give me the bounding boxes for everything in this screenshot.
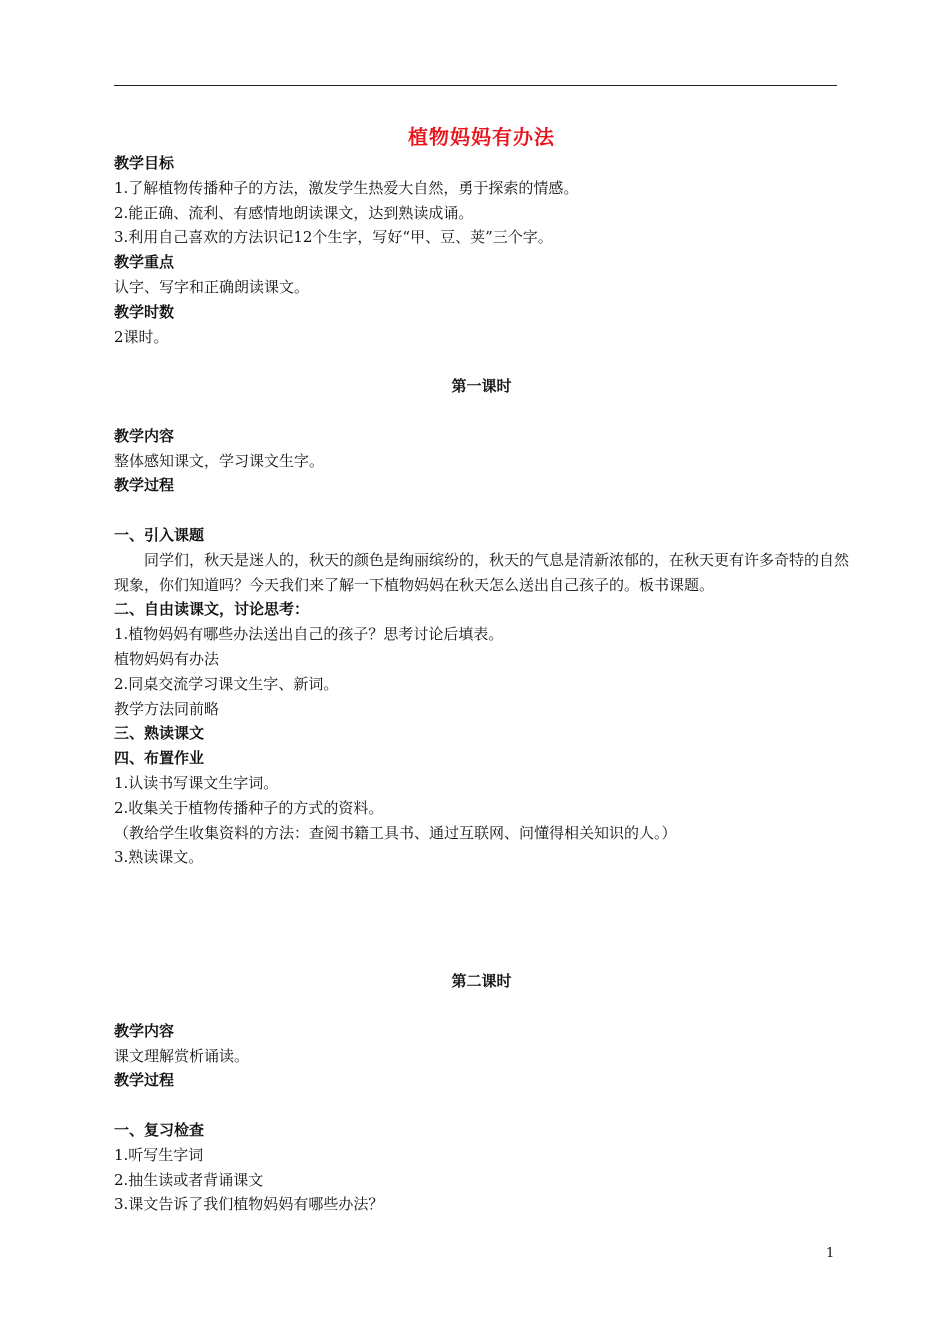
- lesson1-section4-heading: 四、布置作业: [114, 749, 205, 768]
- lesson2-review-line: 2.抽生读或者背诵课文: [114, 1170, 264, 1189]
- lesson1-section2-heading: 二、自由读课文，讨论思考：: [114, 600, 310, 619]
- lesson1-homework-line: （教给学生收集资料的方法：查阅书籍工具书、通过互联网、问懂得相关知识的人。）: [114, 823, 677, 842]
- lesson1-section2-line: 植物妈妈有办法: [114, 649, 220, 668]
- lesson1-homework-line: 2.收集关于植物传播种子的方式的资料。: [114, 798, 384, 817]
- header-rule: [114, 85, 837, 86]
- goal-item: 3.利用自己喜欢的方法识记12个生字，写好“甲、豆、荚”三个字。: [114, 228, 553, 247]
- hours-heading: 教学时数: [114, 302, 175, 321]
- lesson1-homework-line: 3.熟读课文。: [114, 848, 204, 867]
- lesson1-content-heading: 教学内容: [114, 426, 175, 445]
- lesson1-section2-line: 1.植物妈妈有哪些办法送出自己的孩子？思考讨论后填表。: [114, 625, 504, 644]
- goal-item: 1.了解植物传播种子的方法，激发学生热爱大自然，勇于探索的情感。: [114, 178, 579, 197]
- lesson1-homework-line: 1.认读书写课文生字词。: [114, 773, 279, 792]
- page-number: 1: [826, 1246, 835, 1261]
- lesson1-content-text: 整体感知课文，学习课文生字。: [114, 451, 325, 470]
- lesson1-section3-heading: 三、熟读课文: [114, 724, 205, 743]
- lesson2-review-line: 1.听写生字词: [114, 1145, 204, 1164]
- lesson2-heading: 第二课时: [451, 972, 512, 991]
- document-body: [114, 124, 849, 1217]
- goal-item: 2.能正确、流利、有感情地朗读课文，达到熟读成诵。: [114, 203, 474, 222]
- key-text: 认字、写字和正确朗读课文。: [114, 277, 310, 296]
- lesson1-heading: 第一课时: [451, 377, 512, 396]
- lesson1-section1-heading: 一、引入课题: [114, 525, 205, 544]
- goals-heading: 教学目标: [114, 154, 175, 172]
- lesson1-section1-paragraph: 同学们，秋天是迷人的，秋天的颜色是绚丽缤纷的，秋天的气息是清新浓郁的，在秋天更有许多奇特的自然现象，你们知道吗？今天我们来了解一下植物妈妈在秋天怎么送出自己孩子的。板书课题。: [114, 550, 850, 594]
- lesson2-content-heading: 教学内容: [114, 1021, 175, 1040]
- key-heading: 教学重点: [114, 253, 175, 272]
- lesson1-section2-line: 教学方法同前略: [114, 699, 220, 718]
- hours-text: 2课时。: [114, 327, 169, 346]
- lesson2-review-line: 3.课文告诉了我们植物妈妈有哪些办法？: [114, 1195, 384, 1214]
- lesson2-process-heading: 教学过程: [114, 1071, 175, 1090]
- lesson2-content-text: 课文理解赏析诵读。: [114, 1046, 250, 1065]
- lesson2-section1-heading: 一、复习检查: [114, 1121, 205, 1140]
- document-title: 植物妈妈有办法: [408, 125, 555, 149]
- lesson1-process-heading: 教学过程: [114, 476, 175, 495]
- lesson1-section2-line: 2.同桌交流学习课文生字、新词。: [114, 674, 339, 693]
